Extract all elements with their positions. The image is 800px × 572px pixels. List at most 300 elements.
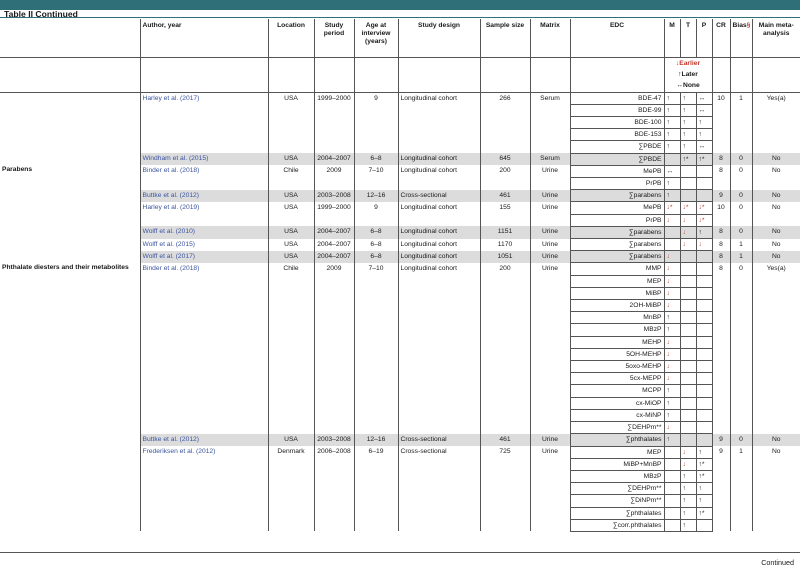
design-cell — [398, 104, 480, 116]
matrix-cell — [530, 312, 570, 324]
edc-cell: MnBP — [570, 312, 664, 324]
matrix-cell: Urine — [530, 263, 570, 275]
caption-rule — [0, 17, 800, 18]
location-cell — [268, 287, 314, 299]
location-cell: USA — [268, 251, 314, 263]
location-cell: USA — [268, 153, 314, 165]
location-cell: USA — [268, 434, 314, 446]
design-cell: Longitudinal cohort — [398, 226, 480, 238]
author-link[interactable]: Buttke et al. (2012) — [140, 434, 268, 446]
bias-cell — [730, 397, 752, 409]
cr-cell — [712, 470, 730, 482]
matrix-cell — [530, 104, 570, 116]
edc-cell: PrPB — [570, 214, 664, 226]
period-cell — [314, 300, 354, 312]
matrix-cell — [530, 336, 570, 348]
sample-cell — [480, 361, 530, 373]
matrix-cell: Urine — [530, 190, 570, 202]
edc-cell: 5cx-MEPP — [570, 373, 664, 385]
period-cell: 2003–2008 — [314, 434, 354, 446]
timing-m-cell: ↓ — [664, 348, 680, 360]
meta-cell: No — [752, 153, 800, 165]
bias-cell — [730, 312, 752, 324]
matrix-cell — [530, 470, 570, 482]
author-link[interactable]: Wolff et al. (2010) — [140, 226, 268, 238]
matrix-cell — [530, 300, 570, 312]
location-cell — [268, 361, 314, 373]
cr-cell: 9 — [712, 190, 730, 202]
timing-p-cell — [696, 165, 712, 177]
cr-cell — [712, 287, 730, 299]
location-cell — [268, 495, 314, 507]
cr-cell: 8 — [712, 263, 730, 275]
author-link — [140, 361, 268, 373]
author-link — [140, 470, 268, 482]
period-cell — [314, 507, 354, 519]
design-cell — [398, 117, 480, 129]
author-link[interactable]: Harley et al. (2019) — [140, 202, 268, 214]
group-cell — [0, 92, 140, 165]
timing-m-cell — [664, 470, 680, 482]
timing-m-cell: ↑ — [664, 385, 680, 397]
period-cell — [314, 275, 354, 287]
meta-cell — [752, 409, 800, 421]
design-cell — [398, 129, 480, 141]
bias-cell — [730, 275, 752, 287]
design-cell — [398, 470, 480, 482]
sample-cell — [480, 409, 530, 421]
col-header-location: Location — [268, 19, 314, 58]
col-header-p: P — [696, 19, 712, 58]
timing-m-cell: ↑ — [664, 178, 680, 190]
meta-cell — [752, 275, 800, 287]
sample-cell: 266 — [480, 92, 530, 104]
author-link[interactable]: Buttke et al. (2012) — [140, 190, 268, 202]
timing-t-cell: ↓* — [680, 202, 696, 214]
bias-cell — [730, 336, 752, 348]
period-cell: 1999–2000 — [314, 92, 354, 104]
timing-m-cell: ↓ — [664, 373, 680, 385]
col-header-author: Author, year — [140, 19, 268, 58]
location-cell: USA — [268, 239, 314, 251]
edc-cell: cx-MiOP — [570, 397, 664, 409]
location-cell — [268, 422, 314, 434]
cr-cell — [712, 104, 730, 116]
timing-p-cell: ↑* — [696, 470, 712, 482]
design-cell: Cross-sectional — [398, 190, 480, 202]
meta-cell — [752, 336, 800, 348]
design-cell — [398, 312, 480, 324]
col-header-matrix: Matrix — [530, 19, 570, 58]
table-label: Table II — [4, 9, 33, 19]
timing-t-cell — [680, 324, 696, 336]
timing-m-cell: ↑ — [664, 141, 680, 153]
timing-p-cell — [696, 190, 712, 202]
timing-p-cell: ↑ — [696, 446, 712, 458]
period-cell — [314, 409, 354, 421]
sample-cell — [480, 458, 530, 470]
design-cell — [398, 361, 480, 373]
period-cell — [314, 385, 354, 397]
timing-m-cell: ↑ — [664, 434, 680, 446]
matrix-cell — [530, 507, 570, 519]
author-link[interactable]: Wolff et al. (2017) — [140, 251, 268, 263]
period-cell — [314, 287, 354, 299]
period-cell — [314, 141, 354, 153]
timing-p-cell: ↑ — [696, 129, 712, 141]
timing-t-cell: ↑ — [680, 129, 696, 141]
meta-cell — [752, 104, 800, 116]
period-cell — [314, 361, 354, 373]
bias-cell: 0 — [730, 202, 752, 214]
bias-cell: 0 — [730, 263, 752, 275]
meta-cell — [752, 470, 800, 482]
location-cell — [268, 117, 314, 129]
design-cell: Longitudinal cohort — [398, 92, 480, 104]
age-cell — [354, 214, 398, 226]
matrix-cell: Urine — [530, 446, 570, 458]
author-link — [140, 336, 268, 348]
legend-row — [0, 58, 800, 93]
age-cell — [354, 300, 398, 312]
design-cell: Cross-sectional — [398, 446, 480, 458]
age-cell — [354, 348, 398, 360]
cr-cell: 9 — [712, 434, 730, 446]
timing-t-cell: ↑ — [680, 104, 696, 116]
col-header-cr: CR — [712, 19, 730, 58]
meta-cell — [752, 422, 800, 434]
timing-t-cell: ↓ — [680, 458, 696, 470]
legend-later: ↑Later — [678, 71, 698, 79]
bias-cell: 0 — [730, 434, 752, 446]
cr-cell — [712, 129, 730, 141]
timing-m-cell: ↑ — [664, 312, 680, 324]
author-link[interactable]: Windham et al. (2015) — [140, 153, 268, 165]
meta-cell: No — [752, 239, 800, 251]
design-cell — [398, 495, 480, 507]
cr-cell — [712, 336, 730, 348]
meta-cell — [752, 348, 800, 360]
timing-p-cell — [696, 300, 712, 312]
cr-cell: 8 — [712, 226, 730, 238]
design-cell — [398, 458, 480, 470]
sample-cell — [480, 507, 530, 519]
edc-cell: MePB — [570, 202, 664, 214]
timing-m-cell: ↑ — [664, 190, 680, 202]
age-cell — [354, 470, 398, 482]
timing-p-cell: ↑ — [696, 117, 712, 129]
author-link — [140, 507, 268, 519]
matrix-cell: Serum — [530, 92, 570, 104]
sample-cell — [480, 104, 530, 116]
cr-cell — [712, 422, 730, 434]
timing-t-cell — [680, 336, 696, 348]
location-cell — [268, 519, 314, 531]
timing-p-cell — [696, 434, 712, 446]
location-cell — [268, 507, 314, 519]
author-link[interactable]: Binder et al. (2018) — [140, 165, 268, 177]
timing-m-cell — [664, 446, 680, 458]
meta-cell — [752, 458, 800, 470]
author-link — [140, 348, 268, 360]
matrix-cell: Urine — [530, 202, 570, 214]
period-cell: 2004–2007 — [314, 239, 354, 251]
author-link[interactable]: Binder et al. (2018) — [140, 263, 268, 275]
age-cell — [354, 495, 398, 507]
sample-cell — [480, 324, 530, 336]
edc-cell: ∑parabens — [570, 226, 664, 238]
cr-cell — [712, 373, 730, 385]
col-header-m: M — [664, 19, 680, 58]
legend-earlier: ↓Earlier — [675, 60, 701, 67]
period-cell: 2004–2007 — [314, 251, 354, 263]
timing-m-cell — [664, 483, 680, 495]
bias-cell: 1 — [730, 239, 752, 251]
period-cell — [314, 312, 354, 324]
col-header-meta: Main meta-analysis — [752, 19, 800, 58]
period-cell: 2004–2007 — [314, 153, 354, 165]
continued-label: Continued — [761, 558, 794, 567]
table-row — [0, 263, 800, 275]
edc-cell: MMP — [570, 263, 664, 275]
meta-cell — [752, 324, 800, 336]
edc-cell: BDE-47 — [570, 92, 664, 104]
age-cell: 6–19 — [354, 446, 398, 458]
design-cell — [398, 324, 480, 336]
age-cell: 6–8 — [354, 251, 398, 263]
design-cell — [398, 178, 480, 190]
timing-p-cell: ↑* — [696, 458, 712, 470]
edc-cell: MePB — [570, 165, 664, 177]
meta-cell — [752, 373, 800, 385]
meta-cell: Yes(a) — [752, 263, 800, 275]
sample-cell: 1051 — [480, 251, 530, 263]
meta-cell — [752, 214, 800, 226]
design-cell — [398, 287, 480, 299]
edc-cell: ∑DiNPm** — [570, 495, 664, 507]
timing-m-cell: ↓ — [664, 422, 680, 434]
timing-p-cell — [696, 373, 712, 385]
location-cell — [268, 324, 314, 336]
timing-t-cell: ↑ — [680, 495, 696, 507]
matrix-cell: Urine — [530, 434, 570, 446]
cr-cell — [712, 117, 730, 129]
timing-m-cell: ↓* — [664, 202, 680, 214]
author-link — [140, 324, 268, 336]
col-header-design: Study design — [398, 19, 480, 58]
table-row — [0, 92, 800, 104]
period-cell: 1999–2000 — [314, 202, 354, 214]
cr-cell — [712, 361, 730, 373]
timing-t-cell: ↑* — [680, 153, 696, 165]
design-cell — [398, 300, 480, 312]
cr-cell — [712, 324, 730, 336]
timing-p-cell — [696, 336, 712, 348]
bias-cell: 1 — [730, 446, 752, 458]
timing-t-cell — [680, 251, 696, 263]
bias-cell — [730, 104, 752, 116]
timing-t-cell — [680, 263, 696, 275]
matrix-cell — [530, 397, 570, 409]
group-label: Phthalate diesters and their metabolites — [2, 263, 129, 271]
timing-m-cell: ↓ — [664, 361, 680, 373]
cr-cell — [712, 141, 730, 153]
timing-m-cell: ↓ — [664, 275, 680, 287]
timing-t-cell: ↑ — [680, 519, 696, 531]
location-cell — [268, 458, 314, 470]
design-cell — [398, 141, 480, 153]
period-cell — [314, 373, 354, 385]
bias-cell: 1 — [730, 251, 752, 263]
sample-cell — [480, 483, 530, 495]
timing-t-cell — [680, 348, 696, 360]
period-cell — [314, 483, 354, 495]
design-cell: Longitudinal cohort — [398, 251, 480, 263]
age-cell — [354, 129, 398, 141]
meta-cell — [752, 300, 800, 312]
age-cell — [354, 104, 398, 116]
cr-cell: 8 — [712, 153, 730, 165]
timing-m-cell: ↑ — [664, 324, 680, 336]
timing-p-cell: ↓* — [696, 202, 712, 214]
author-link — [140, 214, 268, 226]
author-link — [140, 519, 268, 531]
bias-cell: 0 — [730, 165, 752, 177]
design-cell: Longitudinal cohort — [398, 153, 480, 165]
location-cell — [268, 275, 314, 287]
sample-cell: 725 — [480, 446, 530, 458]
data-table — [0, 19, 800, 532]
edc-cell: BDE-99 — [570, 104, 664, 116]
sample-cell — [480, 287, 530, 299]
timing-p-cell: ↔ — [696, 104, 712, 116]
author-link — [140, 385, 268, 397]
meta-cell: No — [752, 202, 800, 214]
meta-cell — [752, 385, 800, 397]
edc-cell: ∑parabens — [570, 190, 664, 202]
timing-p-cell: ↓ — [696, 239, 712, 251]
design-cell — [398, 373, 480, 385]
sample-cell: 155 — [480, 202, 530, 214]
sample-cell — [480, 422, 530, 434]
cr-cell — [712, 507, 730, 519]
period-cell — [314, 348, 354, 360]
sample-cell — [480, 312, 530, 324]
sample-cell — [480, 178, 530, 190]
timing-m-cell: ↓ — [664, 251, 680, 263]
sample-cell — [480, 470, 530, 482]
footer-rule — [0, 552, 800, 553]
timing-t-cell — [680, 178, 696, 190]
bias-cell: 0 — [730, 226, 752, 238]
timing-p-cell: ↔ — [696, 141, 712, 153]
edc-cell: MEP — [570, 446, 664, 458]
timing-p-cell — [696, 287, 712, 299]
matrix-cell — [530, 117, 570, 129]
author-link — [140, 409, 268, 421]
table-body — [0, 92, 800, 531]
period-cell — [314, 458, 354, 470]
timing-t-cell: ↑ — [680, 470, 696, 482]
timing-m-cell: ↑ — [664, 117, 680, 129]
cr-cell — [712, 312, 730, 324]
timing-t-cell — [680, 300, 696, 312]
sample-cell — [480, 348, 530, 360]
timing-t-cell: ↓ — [680, 239, 696, 251]
col-header-group — [0, 19, 140, 58]
cr-cell — [712, 519, 730, 531]
edc-cell: BDE-153 — [570, 129, 664, 141]
edc-cell: MCPP — [570, 385, 664, 397]
cr-cell: 8 — [712, 251, 730, 263]
bias-cell — [730, 422, 752, 434]
meta-cell — [752, 483, 800, 495]
timing-t-cell — [680, 373, 696, 385]
matrix-cell — [530, 287, 570, 299]
location-cell — [268, 178, 314, 190]
bias-cell — [730, 214, 752, 226]
timing-p-cell — [696, 385, 712, 397]
timing-t-cell — [680, 312, 696, 324]
bias-cell — [730, 324, 752, 336]
cr-cell — [712, 348, 730, 360]
timing-t-cell — [680, 275, 696, 287]
age-cell — [354, 141, 398, 153]
age-cell — [354, 117, 398, 129]
timing-t-cell: ↓ — [680, 226, 696, 238]
bias-cell — [730, 483, 752, 495]
bias-cell — [730, 117, 752, 129]
age-cell: 6–8 — [354, 153, 398, 165]
edc-cell: ∑parabens — [570, 239, 664, 251]
location-cell: USA — [268, 226, 314, 238]
author-link — [140, 300, 268, 312]
period-cell: 2004–2007 — [314, 226, 354, 238]
cr-cell: 8 — [712, 239, 730, 251]
matrix-cell — [530, 141, 570, 153]
design-cell: Longitudinal cohort — [398, 239, 480, 251]
timing-m-cell: ↑ — [664, 409, 680, 421]
age-cell — [354, 519, 398, 531]
age-cell — [354, 385, 398, 397]
age-cell: 7–10 — [354, 165, 398, 177]
edc-cell: ∑phthalates — [570, 434, 664, 446]
author-link[interactable]: Wolff et al. (2015) — [140, 239, 268, 251]
author-link[interactable]: Frederiksen et al. (2012) — [140, 446, 268, 458]
col-header-period: Study period — [314, 19, 354, 58]
matrix-cell — [530, 361, 570, 373]
sample-cell — [480, 129, 530, 141]
timing-p-cell: ↑* — [696, 507, 712, 519]
age-cell — [354, 483, 398, 495]
matrix-cell — [530, 129, 570, 141]
cr-cell — [712, 300, 730, 312]
sample-cell — [480, 495, 530, 507]
bias-cell — [730, 373, 752, 385]
timing-t-cell — [680, 409, 696, 421]
bias-footnote-mark: § — [746, 22, 751, 29]
age-cell — [354, 458, 398, 470]
timing-m-cell: ↓ — [664, 214, 680, 226]
author-link — [140, 178, 268, 190]
design-cell — [398, 385, 480, 397]
bias-cell — [730, 287, 752, 299]
bias-cell — [730, 348, 752, 360]
period-cell — [314, 104, 354, 116]
author-link[interactable]: Harley et al. (2017) — [140, 92, 268, 104]
timing-t-cell — [680, 287, 696, 299]
bias-cell: 0 — [730, 190, 752, 202]
